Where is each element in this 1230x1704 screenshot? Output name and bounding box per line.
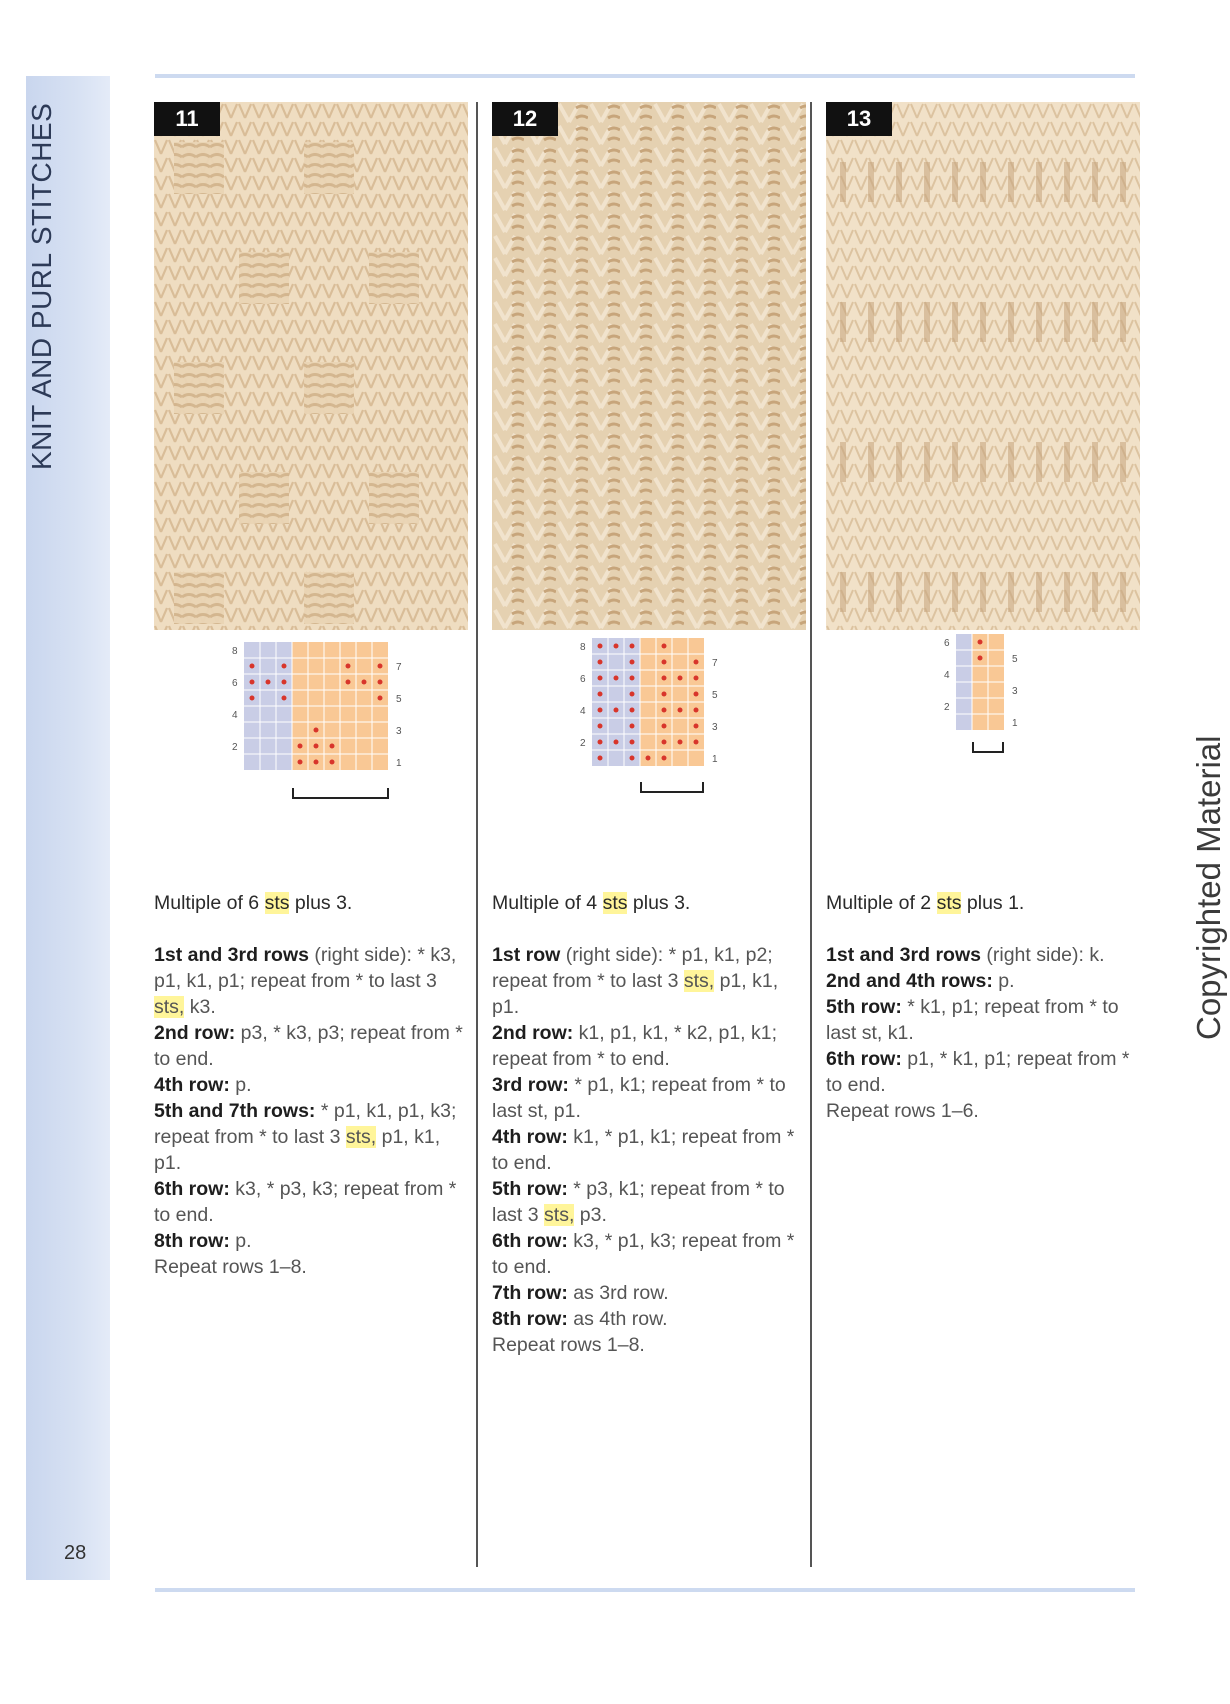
stitch-chart-grid	[492, 630, 806, 890]
bottom-rule	[155, 1588, 1135, 1592]
instruction-line: 2nd row: k1, p1, k1, * k2, p1, k1; repeat from * to end.	[492, 1022, 778, 1070]
instruction-line: Repeat rows 1–8.	[492, 1334, 645, 1356]
multiple-text: Multiple of 4 sts plus 3.	[492, 892, 691, 914]
row-label-right: 3	[712, 722, 718, 733]
row-label-left: 2	[232, 742, 238, 753]
pattern-number-badge: 13	[826, 102, 892, 136]
row-label-left: 4	[944, 670, 950, 681]
swatch-photo	[826, 102, 1140, 630]
multiple-text: Multiple of 6 sts plus 3.	[154, 892, 353, 914]
knit-texture-image	[826, 102, 1140, 630]
row-label-right: 5	[712, 690, 718, 701]
instruction-line: 4th row: p.	[154, 1074, 252, 1096]
stitch-chart	[492, 630, 806, 890]
row-label-left: 6	[580, 674, 586, 685]
instruction-line: 2nd and 4th rows: p.	[826, 970, 1015, 992]
instruction-line: 5th and 7th rows: * p1, k1, p1, k3; repeat from * to last 3 sts, p1, k1, p1.	[154, 1100, 457, 1174]
knit-texture-image	[154, 102, 468, 630]
row-label-right: 5	[1012, 654, 1018, 665]
row-label-left: 4	[232, 710, 238, 721]
instruction-line: 5th row: * p3, k1; repeat from * to last 3 sts, p3.	[492, 1178, 785, 1226]
pattern-column-13	[826, 102, 1140, 1124]
pattern-column-12	[492, 102, 806, 1358]
stitch-chart	[826, 630, 1140, 890]
row-label-right: 1	[396, 758, 402, 769]
instruction-line: 6th row: k3, * p3, k3; repeat from * to end.	[154, 1178, 457, 1226]
instruction-line: 8th row: p.	[154, 1230, 252, 1252]
instruction-line: 7th row: as 3rd row.	[492, 1282, 669, 1304]
stitch-chart-grid	[826, 630, 1140, 890]
instruction-line: 2nd row: p3, * k3, p3; repeat from * to end.	[154, 1022, 463, 1070]
row-label-left: 8	[580, 642, 586, 653]
copyright-watermark: Copyrighted Material	[1190, 735, 1227, 1040]
instruction-line: 8th row: as 4th row.	[492, 1308, 668, 1330]
row-label-right: 3	[1012, 686, 1018, 697]
row-label-right: 1	[712, 754, 718, 765]
pattern-column-11	[154, 102, 468, 1280]
stitch-chart	[154, 630, 468, 890]
top-rule	[155, 74, 1135, 78]
row-label-right: 3	[396, 726, 402, 737]
instructions	[492, 942, 806, 1358]
column-divider	[810, 102, 812, 1567]
instruction-line: 6th row: k3, * p1, k3; repeat from * to end.	[492, 1230, 795, 1278]
row-label-left: 4	[580, 706, 586, 717]
repeat-bracket	[293, 788, 388, 798]
instruction-line: 1st row (right side): * p1, k1, p2; repeat from * to last 3 sts, p1, k1, p1.	[492, 944, 779, 1018]
instruction-line: 6th row: p1, * k1, p1; repeat from * to end.	[826, 1048, 1130, 1096]
section-title: KNIT AND PURL STITCHES	[26, 102, 57, 470]
instruction-line: Repeat rows 1–6.	[826, 1100, 979, 1122]
repeat-bracket	[641, 782, 703, 792]
knit-texture-image	[492, 102, 806, 630]
instructions	[154, 942, 468, 1280]
instruction-line: 1st and 3rd rows (right side): * k3, p1, k1, p1; repeat from * to last 3 sts, k3.	[154, 944, 457, 1018]
row-label-left: 2	[580, 738, 586, 749]
instruction-line: Repeat rows 1–8.	[154, 1256, 307, 1278]
row-label-right: 7	[712, 658, 718, 669]
column-divider	[476, 102, 478, 1567]
pattern-number-badge: 12	[492, 102, 558, 136]
repeat-bracket	[973, 742, 1003, 752]
row-label-right: 7	[396, 662, 402, 673]
row-label-left: 6	[944, 638, 950, 649]
row-label-left: 8	[232, 646, 238, 657]
row-label-right: 1	[1012, 718, 1018, 729]
instruction-line: 5th row: * k1, p1; repeat from * to last st, k1.	[826, 996, 1119, 1044]
swatch-photo	[492, 102, 806, 630]
instruction-line: 4th row: k1, * p1, k1; repeat from * to end.	[492, 1126, 795, 1174]
instruction-line: 1st and 3rd rows (right side): k.	[826, 944, 1105, 966]
page-number: 28	[64, 1542, 87, 1564]
multiple-text: Multiple of 2 sts plus 1.	[826, 892, 1025, 914]
pattern-number-badge: 11	[154, 102, 220, 136]
stitch-chart-grid	[154, 630, 468, 890]
swatch-photo	[154, 102, 468, 630]
instruction-line: 3rd row: * p1, k1; repeat from * to last st, p1.	[492, 1074, 786, 1122]
row-label-left: 6	[232, 678, 238, 689]
row-label-right: 5	[396, 694, 402, 705]
row-label-left: 2	[944, 702, 950, 713]
instructions	[826, 942, 1140, 1124]
